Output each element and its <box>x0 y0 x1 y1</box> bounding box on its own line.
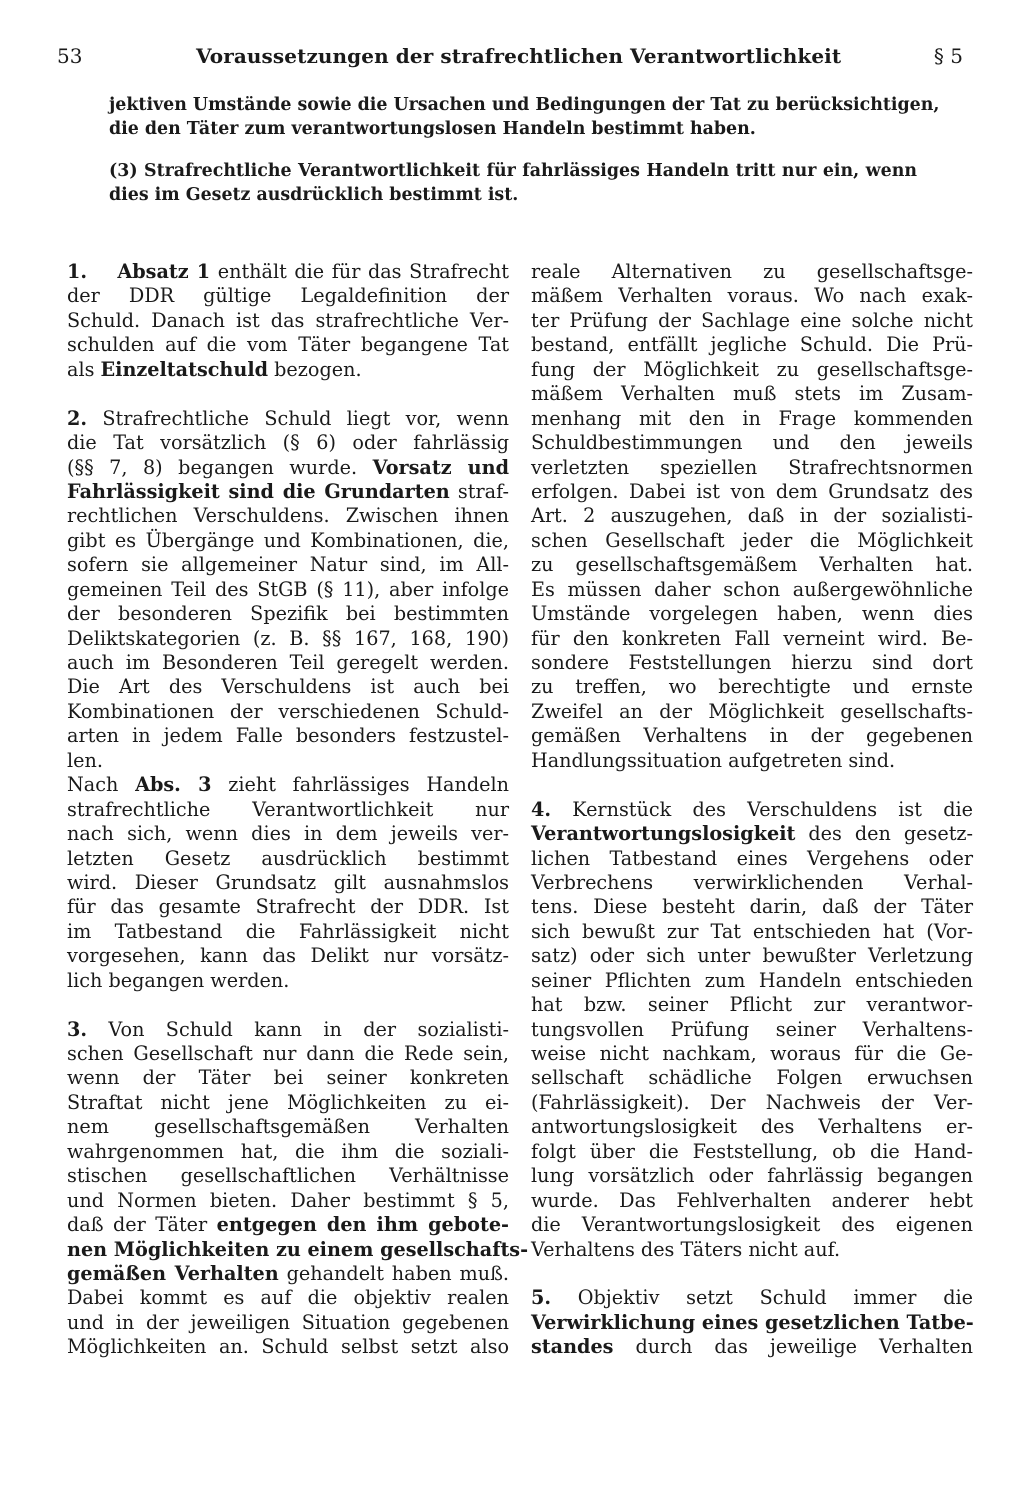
text-line: weise nicht nachkam, woraus für die Ge- <box>531 1042 973 1065</box>
text-line: Verbrechens verwirklichenden Verhal- <box>531 870 973 894</box>
text-line: Dabei kommt es auf die objektiv realen <box>67 1286 509 1310</box>
note-4-line: 4. Kernstück des Verschuldens ist die <box>531 797 973 821</box>
text-line: reale Alternativen zu gesellschaftsge- <box>531 260 973 283</box>
text-line: vorgesehen, kann das Delikt nur vorsätz- <box>67 944 509 968</box>
text-line: strafrechtliche Verantwortlichkeit nur <box>67 797 509 821</box>
text-line: Die Art des Verschuldens ist auch bei <box>67 675 509 699</box>
text-line: Möglichkeiten an. Schuld selbst setzt also <box>67 1335 509 1359</box>
text-line: mäßem Verhalten voraus. Wo nach exak- <box>531 284 973 308</box>
text-line: gibt es Übergänge und Kombinationen, die, <box>67 528 509 552</box>
running-title: Voraussetzungen der strafrechtlichen Verantwortlichkeit <box>196 44 842 68</box>
text-line: standes durch das jeweilige Verhalten <box>531 1335 973 1359</box>
text-line: ter Prüfung der Sachlage eine solche nicht <box>531 308 973 332</box>
law-text-paragraph-2-continued <box>109 93 940 141</box>
text-line: schen Gesellschaft jeder die Möglichkeit <box>531 528 973 552</box>
text-line: für das gesamte Strafrecht der DDR. Ist <box>67 895 509 919</box>
left-column <box>67 260 529 1360</box>
text-line: Schuldbestimmungen und den jeweils <box>531 431 973 455</box>
text-line: sofern sie allgemeiner Natur sind, im All- <box>67 553 509 577</box>
text-line: die Tat vorsätzlich (§ 6) oder fahrlässig <box>67 431 509 455</box>
text-line: Handlungssituation aufgetreten sind. <box>531 748 896 772</box>
text-line: wurde. Das Fehlverhalten anderer hebt <box>531 1188 973 1212</box>
text-line: sellschaft schädliche Folgen erwuchsen <box>531 1066 973 1090</box>
text-line: (Fahrlässigkeit). Der Nachweis der Ver- <box>531 1090 973 1114</box>
text-line: mäßem Verhalten muß stets im Zusam- <box>531 382 973 406</box>
text-line: nen Möglichkeiten zu einem gesellschafts- <box>67 1237 529 1261</box>
note-1-line: 1. Absatz 1 enthält die für das Strafrecht <box>67 260 509 283</box>
text-line: Verhaltens des Täters nicht auf. <box>531 1237 841 1261</box>
text-line: zu treffen, wo berechtigte und ernste <box>531 675 973 699</box>
text-line: seiner Pflichten zum Handeln entschieden <box>531 968 973 992</box>
text-line: letzten Gesetz ausdrücklich bestimmt <box>67 846 509 870</box>
text-line: nach sich, wenn dies in dem jeweils ver- <box>67 822 509 846</box>
text-line: erfolgen. Dabei ist von dem Grundsatz des <box>531 479 973 503</box>
text-line: Umstände vorgelegen haben, wenn dies <box>531 602 973 626</box>
text-line: auch im Besonderen Teil geregelt werden. <box>67 651 509 674</box>
text-line: Nach Abs. 3 zieht fahrlässiges Handeln <box>67 773 509 797</box>
text-line: der DDR gültige Legaldefinition der <box>67 284 509 308</box>
text-line: (3) Strafrechtliche Verantwortlichkeit für fahrlässiges Handeln tritt nur ein, wenn <box>109 161 917 181</box>
text-line: menhang mit den in Frage kommenden <box>531 406 973 430</box>
text-line: rechtlichen Verschuldens. Zwischen ihnen <box>67 504 509 528</box>
text-line: jektiven Umstände sowie die Ursachen und Bedingungen der Tat zu berücksichtigen, <box>109 95 940 115</box>
text-line: arten in jedem Falle besonders festzustel- <box>67 724 509 748</box>
text-line: hat bzw. seiner Pflicht zur verantwor- <box>531 993 973 1017</box>
text-line: gemäßen Verhaltens in der gegebenen <box>531 724 973 748</box>
note-3-line: 3. Von Schuld kann in der sozialisti- <box>67 1017 509 1041</box>
text-line: lich begangen werden. <box>67 968 290 992</box>
text-line: Fahrlässigkeit sind die Grundarten straf- <box>67 479 509 503</box>
text-line: Schuld. Danach ist das strafrechtliche Ver- <box>67 308 509 332</box>
text-line: folgt über die Feststellung, ob die Hand- <box>531 1139 973 1163</box>
text-line: dies im Gesetz ausdrücklich bestimmt ist. <box>109 185 519 205</box>
text-line: Es müssen daher schon außergewöhnliche <box>531 577 973 601</box>
text-line: schen Gesellschaft nur dann die Rede sein, <box>67 1042 509 1065</box>
text-line: die Verantwortungslosigkeit des eigenen <box>531 1213 973 1237</box>
note-2-line: 2. Strafrechtliche Schuld liegt vor, wenn <box>67 406 509 430</box>
text-line: (§§ 7, 8) begangen wurde. Vorsatz und <box>67 455 509 479</box>
text-line: tens. Diese besteht darin, daß der Täter <box>531 895 973 919</box>
text-line: schulden auf die vom Täter begangene Tat <box>67 333 509 357</box>
page-number: 53 <box>57 44 83 68</box>
text-line: stischen gesellschaftlichen Verhältnisse <box>67 1164 509 1188</box>
section-marker: § 5 <box>933 44 963 68</box>
text-line: Kombinationen der verschiedenen Schuld- <box>67 699 509 723</box>
text-line: Verwirklichung eines gesetzlichen Tatbe- <box>531 1310 974 1334</box>
text-line: Art. 2 auszugehen, daß in der sozialisti- <box>531 504 973 528</box>
text-line: sondere Feststellungen hierzu sind dort <box>531 651 973 674</box>
text-line: und in der jeweiligen Situation gegebenen <box>67 1310 509 1334</box>
text-line: Straftat nicht jene Möglichkeiten zu ei- <box>67 1090 509 1114</box>
text-line: verletzten speziellen Strafrechtsnormen <box>531 455 973 479</box>
text-line: satz) oder sich unter bewußter Verletzung <box>531 944 973 968</box>
text-line: len. <box>67 748 103 772</box>
text-line: lichen Tatbestand eines Vergehens oder <box>531 846 973 870</box>
text-line: nem gesellschaftsgemäßen Verhalten <box>67 1115 509 1139</box>
note-5-line: 5. Objektiv setzt Schuld immer die <box>531 1286 973 1310</box>
text-line: wird. Dieser Grundsatz gilt ausnahmslos <box>67 870 509 894</box>
text-line: fung der Möglichkeit zu gesellschaftsge- <box>531 357 973 381</box>
text-line: und Normen bieten. Daher bestimmt § 5, <box>67 1188 509 1212</box>
text-line: daß der Täter entgegen den ihm gebote- <box>67 1213 509 1237</box>
text-line: bestand, entfällt jegliche Schuld. Die Prü- <box>531 333 973 357</box>
text-line: gemäßen Verhalten gehandelt haben muß. <box>67 1261 509 1285</box>
text-line: für den konkreten Fall verneint wird. Be- <box>531 626 973 650</box>
text-line: als Einzeltatschuld bezogen. <box>67 357 362 381</box>
text-line: antwortungslosigkeit des Verhaltens er- <box>531 1115 973 1139</box>
text-line: Zweifel an der Möglichkeit gesellschafts- <box>531 699 973 723</box>
law-text-paragraph-3 <box>109 159 917 207</box>
text-line: tungsvollen Prüfung seiner Verhaltens- <box>531 1017 973 1041</box>
text-line: sich bewußt zur Tat entschieden hat (Vor- <box>531 919 973 943</box>
text-line: zu gesellschaftsgemäßem Verhalten hat. <box>531 553 973 577</box>
text-line: Verantwortungslosigkeit des den gesetz- <box>531 822 973 846</box>
text-line: lung vorsätzlich oder fahrlässig begangen <box>531 1164 973 1188</box>
right-column <box>531 260 973 1360</box>
text-line: gemeinen Teil des StGB (§ 11), aber infolge <box>67 577 509 601</box>
text-line: im Tatbestand die Fahrlässigkeit nicht <box>67 919 509 943</box>
text-line: die den Täter zum verantwortungslosen Handeln bestimmt haben. <box>109 119 756 139</box>
text-line: der besonderen Spezifik bei bestimmten <box>67 602 509 626</box>
text-line: Deliktskategorien (z. B. §§ 167, 168, 190) <box>67 626 509 650</box>
text-line: wenn der Täter bei seiner konkreten <box>67 1066 509 1090</box>
text-line: wahrgenommen hat, die ihm die soziali- <box>67 1139 509 1163</box>
page-header <box>57 44 963 74</box>
